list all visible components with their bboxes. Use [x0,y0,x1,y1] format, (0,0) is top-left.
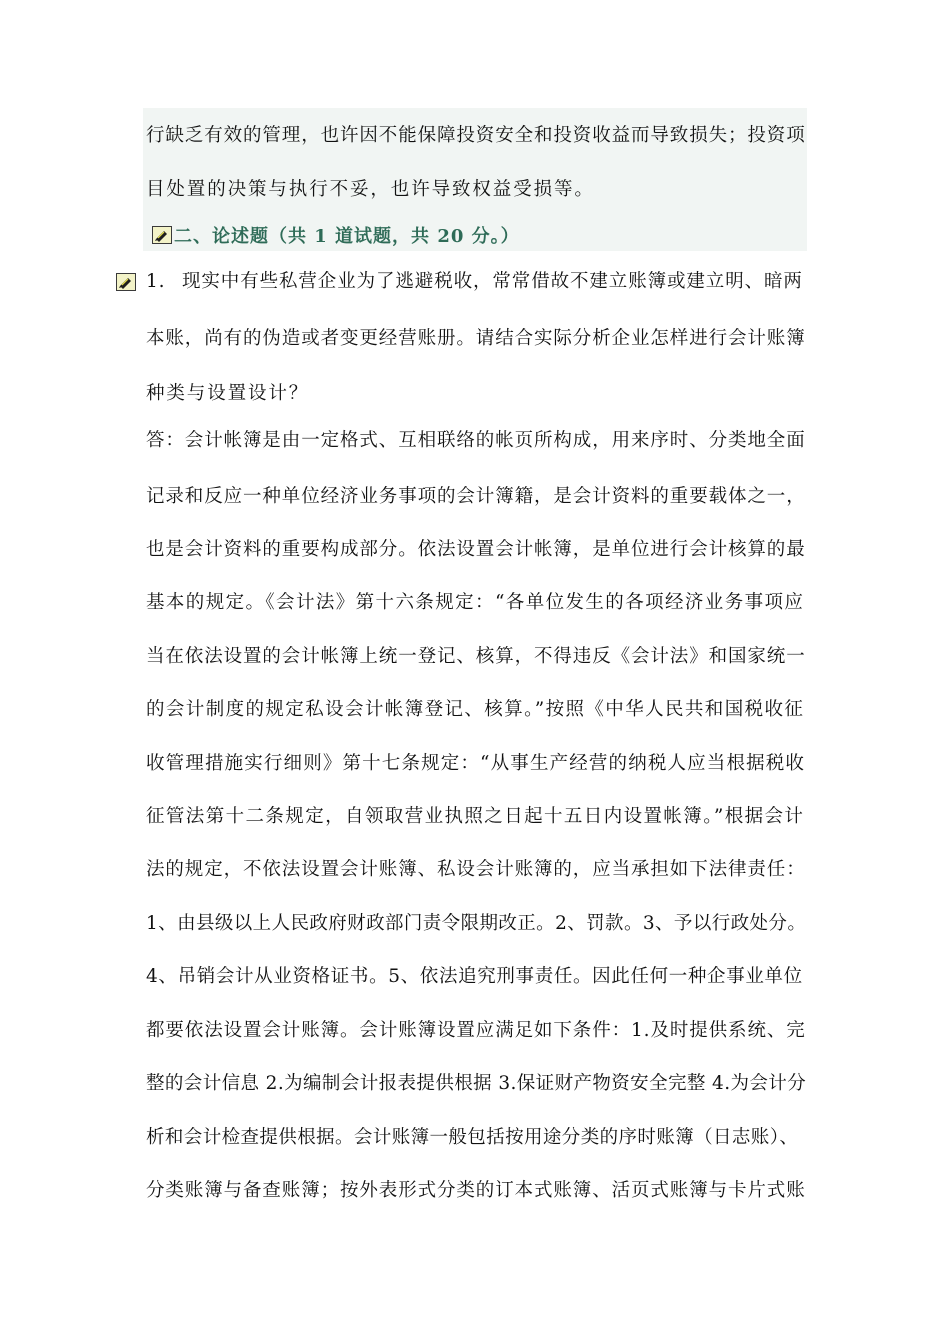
answer-line: 的会计制度的规定私设会计帐簿登记、核算。”按照《中华人民共和国税收征 [146,699,805,720]
pencil-icon [116,273,136,291]
answer-line: 析和会计检查提供根据。会计账簿一般包括按用途分类的序时账簿（日志账）、 [146,1127,799,1148]
answer-line: 也是会计资料的重要构成部分。依法设置会计帐簿，是单位进行会计核算的最 [146,539,806,560]
answer-line: 记录和反应一种单位经济业务事项的会计簿籍，是会计资料的重要载体之一， [146,486,806,507]
answer-line: 法的规定，不依法设置会计账簿、私设会计账簿的，应当承担如下法律责任： [146,859,806,880]
answer-line: 征管法第十二条规定，自领取营业执照之日起十五日内设置帐簿。”根据会计 [146,806,805,827]
answer-line: 4、吊销会计从业资格证书。5、依法追究刑事责任。因此任何一种企事业单位 [146,966,803,987]
text-line: 目处置的决策与执行不妥，也许导致权益受损等。 [146,179,595,200]
answer-line: 整的会计信息 2.为编制会计报表提供根据 3.保证财产物资安全完整 4.为会计分 [146,1073,807,1094]
answer-line: 1、由县级以上人民政府财政部门责令限期改正。2、罚款。3、予以行政处分。 [146,913,807,934]
question-line: 本账，尚有的伪造或者变更经营账册。请结合实际分析企业怎样进行会计账簿 [146,328,806,349]
section-title [152,222,520,248]
answer-line: 答：会计帐簿是由一定格式、互相联络的帐页所构成，用来序时、分类地全面 [146,430,806,451]
question-line [146,270,803,294]
answer-line: 收管理措施实行细则》第十七条规定：“从事生产经营的纳税人应当根据税收 [146,753,806,774]
section-title-text: 二、论述题（共 1 道试题，共 20 分。） [174,226,520,247]
question-number: 1. [146,271,166,292]
question-text: 现实中有些私营企业为了逃避税收，常常借故不建立账簿或建立明、暗两 [182,271,803,292]
question-line: 种类与设置设计？ [146,383,310,404]
text-line: 行缺乏有效的管理，也许因不能保障投资安全和投资收益而导致损失；投资项 [146,125,806,146]
answer-line: 都要依法设置会计账簿。会计账簿设置应满足如下条件：1.及时提供系统、完 [146,1020,806,1041]
answer-line: 当在依法设置的会计帐簿上统一登记、核算，不得违反《会计法》和国家统一 [146,646,806,667]
answer-line: 基本的规定。《会计法》第十六条规定：“各单位发生的各项经济业务事项应 [146,592,805,613]
pencil-icon [152,226,172,244]
answer-line: 分类账簿与备查账簿；按外表形式分类的订本式账簿、活页式账簿与卡片式账 [146,1180,806,1201]
